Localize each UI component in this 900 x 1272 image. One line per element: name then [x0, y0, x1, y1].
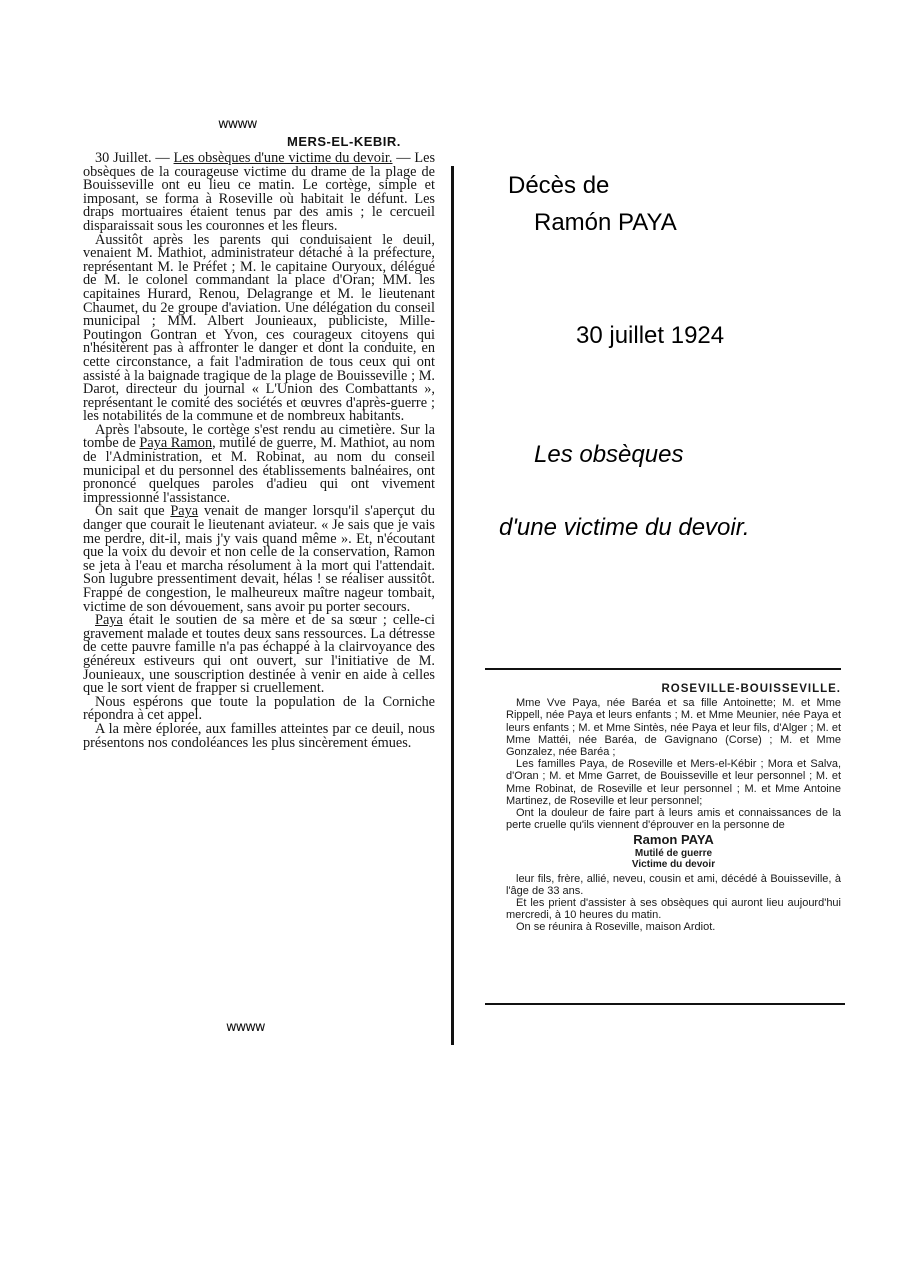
notice-paragraph: Et les prient d'assister à ses obsèques qui auront lieu aujourd'hui mercredi, à 10 heures du matin.: [506, 897, 841, 922]
notice-paragraph: leur fils, frère, allié, neveu, cousin et ami, décédé à Bouisseville, à l'âge de 33 ans.: [506, 872, 841, 897]
ornament-bottom: wwww: [226, 1020, 265, 1035]
deceased-name: Paya: [170, 503, 199, 520]
notice-deceased-name: Ramon PAYA: [633, 832, 714, 848]
article-heading: MERS-EL-KEBIR.: [287, 134, 401, 149]
column-divider: [451, 166, 454, 1045]
notice-bottom-rule: [485, 1003, 845, 1005]
article-paragraph: Paya était le soutien de sa mère et de sa sœur ; celle-ci gravement malade et toutes deux sans ressources. La détresse de cette pauvre famille n'a pas échappé à la clairvoyance des généreux estiveurs qui ont ouvert, sur l'initiative de M. Jounieaux, une souscription destinée à venir en aide à celles que le sort vient de frapper si cruellement.: [83, 612, 435, 697]
article-headline: Les obsèques d'une victime du devoir.: [173, 150, 393, 166]
caption-date: 30 juillet 1924: [576, 322, 725, 349]
newspaper-article: [83, 152, 435, 750]
article-paragraph: 30 Juillet. — Les obsèques d'une victime du devoir. — Les obsèques de la courageuse victime du drame de la plage de Bouisseville ont eu lieu ce matin. Le cortège, simple et imposant, se forma à Roseville où habitait le défunt. Les draps mortuaires étaient tenus par des amis ; le cercueil disparaissait sous les couronnes et les fleurs.: [83, 150, 436, 234]
death-notice: [506, 683, 841, 934]
notice-paragraph: Les familles Paya, de Roseville et Mers-el-Kébir ; Mora et Salva, d'Oran ; M. et Mme Garret, de Bouisseville et leur personnel ; M. et Mme Robinat, de Roseville et leur personnel ; M. et Mme Antoine Martinez, de Roseville et leur personnel;: [506, 758, 841, 807]
deceased-name: Paya: [95, 612, 123, 629]
caption-title-line2: Ramón PAYA: [534, 209, 677, 236]
notice-paragraph: On se réunira à Roseville, maison Ardiot.: [516, 921, 716, 934]
notice-paragraph: Mme Vve Paya, née Baréa et sa fille Antoinette; M. et Mme Rippell, née Paya et leurs enfants ; M. et Mme Meunier, née Paya et leurs enfants ; M. et Mme Sintès, née Paya et leur fils, d'Alger ; M. et Mme Mattéi, née Baréa, de Gavignano (Corse) ; M. et Mme Gonzalez, née Baréa ;: [506, 697, 841, 759]
ornament-top: wwww: [218, 117, 257, 132]
article-paragraph: On sait que Paya venait de manger lorsqu'il s'aperçut du danger que courait le lieutenant aviateur. « Je sais que je vais me perdre, dit-il, mais j'y vais quand même ». Et, n'écoutant que la voix du devoir et non celle de la conservation, Ramon se jeta à l'eau et marcha résolument à la mort qui l'attendait. Son lugubre pressentiment devait, hélas ! se réaliser aussitôt. Frappé de congestion, le malheureux maître nageur tombait, victime de son dévouement, sans avoir pu porter secours.: [83, 503, 435, 615]
notice-subtitle: Mutilé de guerre: [634, 847, 713, 859]
caption-subtitle-line2: d'une victime du devoir.: [499, 514, 750, 541]
notice-paragraph: Ont la douleur de faire part à leurs amis et connaissances de la perte cruelle qu'ils viennent d'éprouver en la personne de: [506, 807, 841, 832]
dateline: 30 Juillet. —: [95, 150, 170, 166]
deceased-name: Paya Ramon: [139, 435, 213, 452]
article-paragraph: Après l'absoute, le cortège s'est rendu au cimetière. Sur la tombe de Paya Ramon, mutilé de guerre, M. Mathiot, au nom de l'Administration, et M. Robinat, au nom du conseil municipal et du personnel des établissements balnéaires, ont prononcé quelques paroles d'adieu qui ont vivement impressionné l'assistance.: [83, 421, 435, 506]
notice-heading: ROSEVILLE-BOUISSEVILLE.: [661, 683, 841, 695]
article-paragraph: A la mère éplorée, aux familles atteintes par ce deuil, nous présentons nos condoléances les plus sincèrement émues.: [83, 720, 435, 751]
caption-subtitle-line1: Les obsèques: [534, 441, 684, 468]
article-paragraph: Nous espérons que toute la population de la Corniche répondra à cet appel.: [83, 693, 435, 724]
notice-subtitle: Victime du devoir: [631, 858, 716, 870]
caption-title-line1: Décès de: [508, 172, 610, 199]
notice-top-rule: [485, 668, 841, 670]
article-paragraph: Aussitôt après les parents qui conduisaient le deuil, venaient M. Mathiot, administrateur détaché à la préfecture, représentant M. le Préfet ; M. le capitaine Ouryoux, délégué de M. le colonel commandant la place d'Oran; MM. les capitaines Hurard, Renou, Delagrange et M. le lieutenant Chaumet, du 2e groupe d'aviation. Une délégation du conseil municipal ; MM. Albert Jounieaux, publiciste, Mille-Poutingon Gontran et Yvon, ces courageux citoyens qui n'hésitèrent pas à affronter le danger et dont la conduite, en cette circonstance, a fait l'admiration de tous ceux qui ont assisté à la baignade tragique de la plage de Bouisseville ; M. Darot, directeur du journal « L'Union des Combattants », représentant le comité des sociétés et œuvres d'après-guerre ; les notabilités de la commune et de nombreux habitants.: [83, 231, 435, 425]
